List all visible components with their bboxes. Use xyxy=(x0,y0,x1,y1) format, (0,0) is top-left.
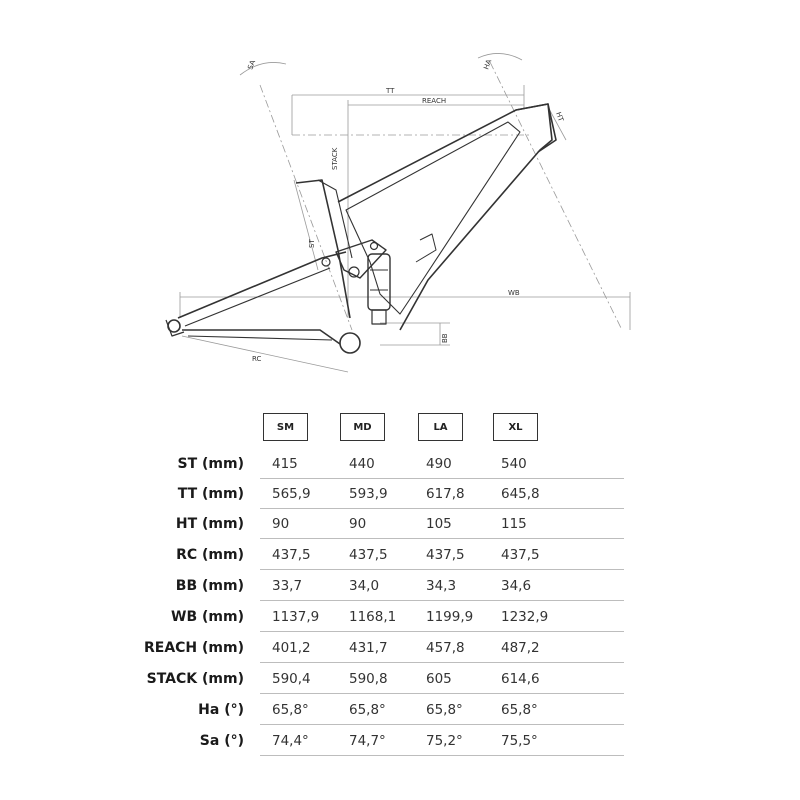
row-divider xyxy=(260,478,624,479)
sa-label: SA xyxy=(246,59,258,71)
cell-md: 431,7 xyxy=(349,640,388,656)
row-label: ST (mm) xyxy=(177,456,244,472)
size-header-xl: XL xyxy=(493,413,538,441)
cell-md: 34,0 xyxy=(349,578,380,594)
cell-xl: 75,5° xyxy=(501,733,538,749)
row-divider xyxy=(260,508,624,509)
rear-shock xyxy=(368,254,390,310)
cell-md: 593,9 xyxy=(349,486,388,502)
table-row-reach xyxy=(0,634,800,664)
ht-label: HT xyxy=(554,110,565,123)
cell-sm: 90 xyxy=(272,516,290,532)
table-row-ht xyxy=(0,510,800,540)
cell-la: 34,3 xyxy=(426,578,457,594)
row-divider xyxy=(260,724,624,725)
cell-la: 65,8° xyxy=(426,702,463,718)
cell-xl: 65,8° xyxy=(501,702,538,718)
row-divider xyxy=(260,600,624,601)
size-header-sm: SM xyxy=(263,413,308,441)
cell-xl: 437,5 xyxy=(501,547,540,563)
bb-label: BB xyxy=(441,333,449,343)
row-label: Sa (°) xyxy=(199,733,244,749)
seat-stay xyxy=(178,252,346,318)
wb-label: WB xyxy=(508,289,520,297)
row-label: BB (mm) xyxy=(175,578,244,594)
row-label: REACH (mm) xyxy=(143,640,244,656)
cell-sm: 437,5 xyxy=(272,547,311,563)
row-divider xyxy=(260,538,624,539)
cell-xl: 487,2 xyxy=(501,640,540,656)
cell-xl: 1232,9 xyxy=(501,609,549,625)
frame-geometry-diagram xyxy=(0,0,800,390)
top-tube xyxy=(338,104,552,330)
size-header-la: LA xyxy=(418,413,463,441)
cell-md: 90 xyxy=(349,516,367,532)
cell-xl: 34,6 xyxy=(501,578,532,594)
row-divider xyxy=(260,693,624,694)
row-label: STACK (mm) xyxy=(146,671,244,687)
bike-frame xyxy=(166,104,556,353)
table-row-sa xyxy=(0,727,800,757)
ha-label: HA xyxy=(482,58,494,71)
cell-la: 1199,9 xyxy=(426,609,474,625)
row-divider xyxy=(260,631,624,632)
cell-la: 105 xyxy=(426,516,452,532)
table-row-stack xyxy=(0,665,800,695)
dimension-lines xyxy=(180,53,630,372)
cell-la: 457,8 xyxy=(426,640,465,656)
cell-md: 65,8° xyxy=(349,702,386,718)
cell-la: 617,8 xyxy=(426,486,465,502)
cell-md: 74,7° xyxy=(349,733,386,749)
cell-sm: 565,9 xyxy=(272,486,311,502)
cell-sm: 590,4 xyxy=(272,671,311,687)
tt-label: TT xyxy=(386,87,395,95)
stack-label: STACK xyxy=(331,147,339,170)
cell-la: 75,2° xyxy=(426,733,463,749)
cell-sm: 415 xyxy=(272,456,298,472)
dimension-labels xyxy=(246,58,565,363)
bottom-bracket xyxy=(340,333,360,353)
row-label: HT (mm) xyxy=(175,516,244,532)
table-row-rc xyxy=(0,541,800,571)
st-label: ST xyxy=(308,239,316,248)
cell-sm: 65,8° xyxy=(272,702,309,718)
cell-xl: 115 xyxy=(501,516,527,532)
table-row-bb xyxy=(0,572,800,602)
cell-md: 437,5 xyxy=(349,547,388,563)
rocker-link xyxy=(336,240,386,278)
table-row-st xyxy=(0,450,800,480)
row-divider xyxy=(260,662,624,663)
cell-md: 590,8 xyxy=(349,671,388,687)
rc-label: RC xyxy=(252,355,262,363)
cell-xl: 540 xyxy=(501,456,527,472)
reach-label: REACH xyxy=(422,97,447,105)
cell-sm: 1137,9 xyxy=(272,609,320,625)
cell-xl: 614,6 xyxy=(501,671,540,687)
table-row-wb xyxy=(0,603,800,633)
cell-la: 490 xyxy=(426,456,452,472)
cell-la: 605 xyxy=(426,671,452,687)
table-row-ha xyxy=(0,696,800,726)
size-header-md: MD xyxy=(340,413,385,441)
row-divider xyxy=(260,569,624,570)
row-divider xyxy=(260,755,624,756)
cell-md: 440 xyxy=(349,456,375,472)
cell-sm: 401,2 xyxy=(272,640,311,656)
cell-xl: 645,8 xyxy=(501,486,540,502)
cell-la: 437,5 xyxy=(426,547,465,563)
row-label: RC (mm) xyxy=(176,547,244,563)
cell-sm: 33,7 xyxy=(272,578,303,594)
row-label: WB (mm) xyxy=(171,609,244,625)
row-label: TT (mm) xyxy=(177,486,244,502)
front-triangle-window xyxy=(346,122,520,314)
table-row-tt xyxy=(0,480,800,510)
row-label: Ha (°) xyxy=(198,702,244,718)
cell-sm: 74,4° xyxy=(272,733,309,749)
cell-md: 1168,1 xyxy=(349,609,397,625)
